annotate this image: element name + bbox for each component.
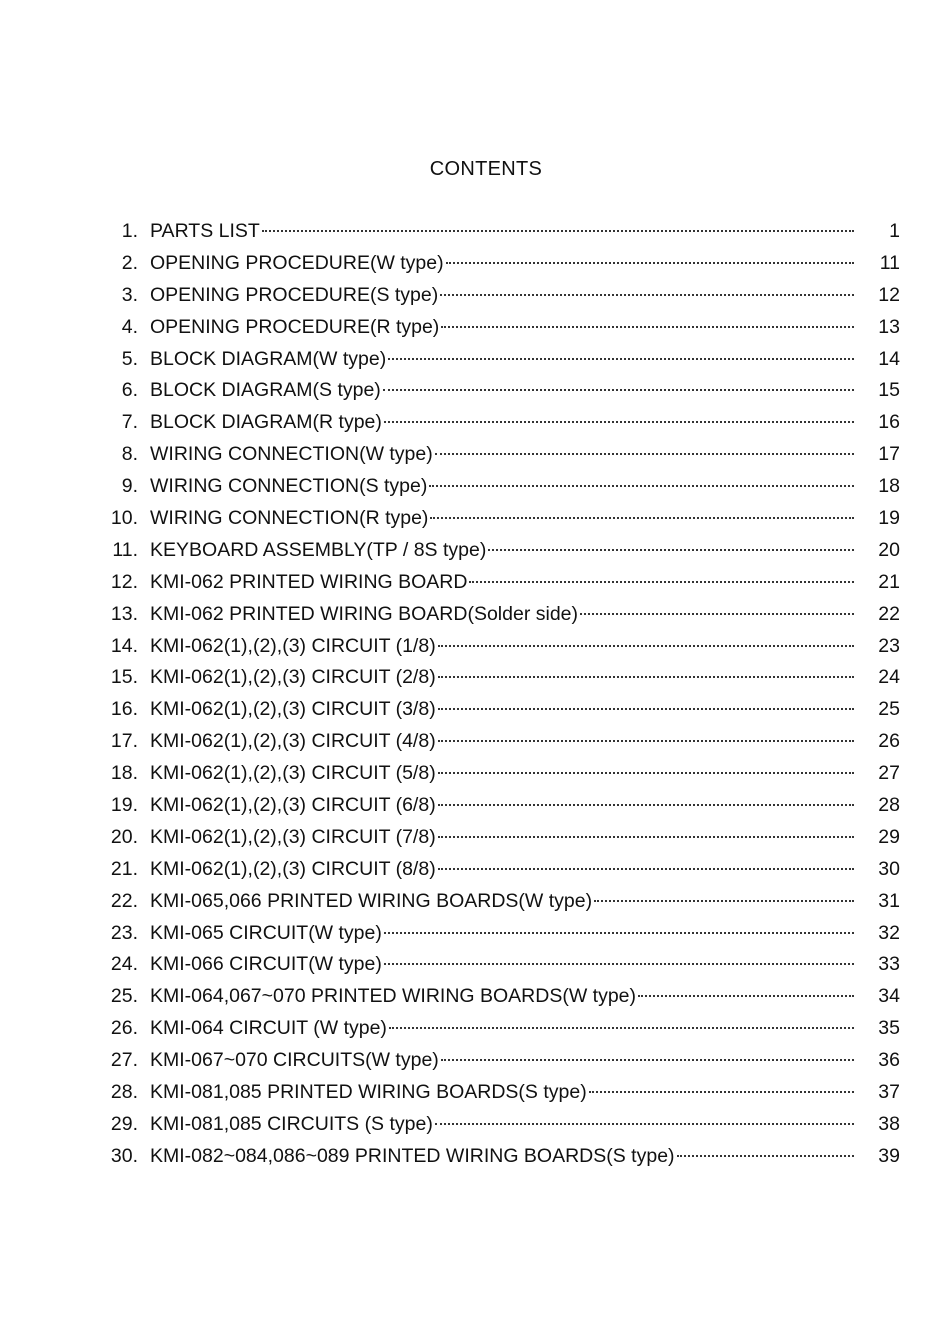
toc-entry-page-number: 17 [878,443,900,466]
toc-entry-title: OPENING PROCEDURE(S type) [150,283,439,306]
toc-entry [88,698,900,730]
toc-entry-page-number: 37 [878,1081,900,1104]
toc-entry-number: 9. [121,475,138,498]
toc-entry-number: 11. [112,538,138,561]
dot-leader [440,294,854,296]
dot-leader [677,1155,854,1157]
dot-leader [262,230,854,232]
toc-entry-number: 14. [110,634,138,657]
toc-entry-number: 23. [110,921,138,944]
toc-entry-page-number: 11 [879,251,900,274]
toc-entry-page-number: 34 [878,985,900,1008]
dot-leader [435,1123,854,1125]
toc-entry [88,475,900,507]
toc-entry-number: 17. [110,730,138,753]
toc-entry-title: WIRING CONNECTION(R type) [150,507,429,530]
toc-entry-page-number: 13 [878,315,900,338]
toc-entry-number: 28. [110,1081,138,1104]
toc-entry [88,762,900,794]
toc-entry-number: 16. [110,698,138,721]
toc-entry-title: BLOCK DIAGRAM(R type) [150,411,382,434]
toc-entry [88,1049,900,1081]
toc-entry [88,348,900,380]
toc-entry-title: KMI-062 PRINTED WIRING BOARD(Solder side) [150,602,579,625]
dot-leader [488,549,854,551]
toc-entry-number: 10. [110,507,138,530]
dot-leader [438,804,854,806]
toc-entry-page-number: 22 [878,602,900,625]
dot-leader [438,868,854,870]
toc-entry [88,1113,900,1145]
toc-entry [88,1017,900,1049]
toc-entry-title: KMI-065 CIRCUIT(W type) [150,921,382,944]
dot-leader [384,421,854,423]
dot-leader [438,836,854,838]
toc-entry [88,1081,900,1113]
toc-entry [88,890,900,922]
toc-entry [88,507,900,539]
toc-entry-title: OPENING PROCEDURE(W type) [150,251,444,274]
toc-entry-number: 25. [110,985,138,1008]
dot-leader [438,645,854,647]
toc-entry-title: KMI-065,066 PRINTED WIRING BOARDS(W type) [150,889,593,912]
toc-entry [88,858,900,890]
toc-entry [88,1145,900,1177]
dot-leader [435,453,854,455]
dot-leader [438,708,854,710]
toc-entry [88,666,900,698]
toc-entry-page-number: 27 [878,762,900,785]
toc-entry-page-number: 1 [889,220,900,242]
toc-entry-title: KMI-062(1),(2),(3) CIRCUIT (2/8) [150,666,436,689]
page-title: CONTENTS [429,158,543,180]
toc-entry-number: 4. [121,315,138,338]
toc-entry-title: KMI-062(1),(2),(3) CIRCUIT (4/8) [150,730,436,753]
toc-entry-number: 20. [110,825,138,848]
toc-entry [88,826,900,858]
dot-leader [446,262,854,264]
toc-entry-number: 12. [110,570,138,593]
toc-entry-page-number: 16 [878,411,900,434]
toc-entry-number: 7. [121,411,138,434]
toc-entry-page-number: 36 [878,1049,900,1072]
toc-entry-page-number: 35 [878,1017,900,1040]
toc-entry-title: KMI-082~084,086~089 PRINTED WIRING BOARDS(S type) [150,1144,675,1167]
toc-entry-number: 30. [110,1144,138,1167]
toc-entry-title: KMI-064,067~070 PRINTED WIRING BOARDS(W type) [150,985,637,1008]
dot-leader [389,1027,854,1029]
dot-leader [438,740,854,742]
toc-entry-number: 18. [110,762,138,785]
toc-entry-page-number: 32 [878,921,900,944]
toc-entry-title: KMI-066 CIRCUIT(W type) [150,953,382,976]
toc-entry [88,252,900,284]
toc-entry-title: PARTS LIST [150,220,260,242]
toc-entry-title: KMI-081,085 CIRCUITS (S type) [150,1112,433,1135]
toc-entry-title: KMI-062(1),(2),(3) CIRCUIT (6/8) [150,794,436,817]
toc-entry-number: 15. [110,666,138,689]
toc-entry-page-number: 30 [878,857,900,880]
toc-entry-page-number: 20 [878,538,900,561]
toc-entry-title: WIRING CONNECTION(S type) [150,475,428,498]
toc-entry [88,794,900,826]
toc-entry [88,635,900,667]
table-of-contents [88,220,900,1177]
toc-entry-number: 29. [110,1112,138,1135]
toc-entry-number: 27. [110,1049,138,1072]
toc-entry [88,571,900,603]
toc-entry [88,539,900,571]
toc-entry-number: 3. [121,283,138,306]
toc-entry-page-number: 31 [878,889,900,912]
toc-entry-title: KMI-064 CIRCUIT (W type) [150,1017,387,1040]
toc-entry-title: KMI-081,085 PRINTED WIRING BOARDS(S type) [150,1081,587,1104]
toc-entry-page-number: 14 [878,347,900,370]
toc-entry [88,284,900,316]
toc-entry-page-number: 21 [878,570,900,593]
dot-leader [430,517,854,519]
dot-leader [580,613,854,615]
toc-entry [88,443,900,475]
dot-leader [388,358,854,360]
toc-entry [88,316,900,348]
toc-entry-number: 1. [121,220,138,242]
dot-leader [441,326,854,328]
toc-entry-title: KMI-062 PRINTED WIRING BOARD [150,570,468,593]
toc-entry-number: 19. [110,794,138,817]
toc-entry-page-number: 29 [878,825,900,848]
toc-entry-number: 22. [110,889,138,912]
toc-entry [88,985,900,1017]
dot-leader [438,676,854,678]
toc-entry-title: WIRING CONNECTION(W type) [150,443,433,466]
toc-entry-number: 26. [110,1017,138,1040]
dot-leader [441,1059,854,1061]
dot-leader [429,485,854,487]
toc-entry [88,603,900,635]
toc-entry-title: KMI-067~070 CIRCUITS(W type) [150,1049,439,1072]
toc-entry-page-number: 33 [878,953,900,976]
dot-leader [594,900,854,902]
toc-entry-page-number: 12 [878,283,900,306]
toc-entry-number: 5. [121,347,138,370]
toc-entry-page-number: 28 [878,794,900,817]
toc-entry-title: KMI-062(1),(2),(3) CIRCUIT (3/8) [150,698,436,721]
toc-entry-page-number: 25 [878,698,900,721]
dot-leader [438,772,854,774]
toc-entry [88,379,900,411]
toc-entry-page-number: 38 [878,1112,900,1135]
toc-entry-page-number: 24 [878,666,900,689]
toc-entry-page-number: 26 [878,730,900,753]
toc-entry-title: KMI-062(1),(2),(3) CIRCUIT (5/8) [150,762,436,785]
dot-leader [638,995,854,997]
toc-entry-title: OPENING PROCEDURE(R type) [150,315,440,338]
toc-entry-page-number: 15 [878,379,900,402]
toc-entry-number: 21. [110,857,138,880]
dot-leader [384,963,854,965]
toc-entry-number: 2. [121,251,138,274]
toc-entry [88,922,900,954]
toc-entry-number: 13. [110,602,138,625]
toc-entry-title: BLOCK DIAGRAM(W type) [150,347,387,370]
toc-entry-page-number: 23 [878,634,900,657]
toc-entry-title: KMI-062(1),(2),(3) CIRCUIT (7/8) [150,825,436,848]
toc-entry [88,411,900,443]
toc-entry-title: KEYBOARD ASSEMBLY(TP / 8S type) [150,538,487,561]
toc-entry-title: KMI-062(1),(2),(3) CIRCUIT (8/8) [150,857,436,880]
toc-entry-page-number: 18 [878,475,900,498]
toc-entry-page-number: 19 [878,507,900,530]
toc-entry-number: 24. [110,953,138,976]
dot-leader [383,389,854,391]
toc-entry-title: KMI-062(1),(2),(3) CIRCUIT (1/8) [150,634,436,657]
toc-entry-number: 6. [121,379,138,402]
dot-leader [384,932,854,934]
dot-leader [589,1091,854,1093]
toc-entry [88,953,900,985]
toc-entry-title: BLOCK DIAGRAM(S type) [150,379,381,402]
toc-entry [88,220,900,252]
dot-leader [469,581,854,583]
toc-entry [88,730,900,762]
toc-entry-number: 8. [121,443,138,466]
toc-entry-page-number: 39 [878,1144,900,1167]
